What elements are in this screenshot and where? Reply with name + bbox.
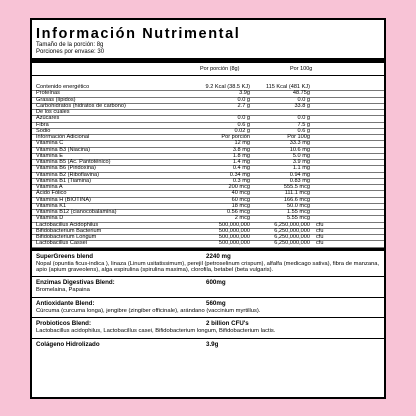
per-100g-value: 0.83 mg [289, 177, 310, 184]
blend-section [32, 318, 384, 338]
per-serving-value: 1.8 mg [232, 152, 250, 159]
blend-name: Colágeno Hidrolizado [36, 340, 100, 348]
per-100g-value: 6,250,000,000 [274, 240, 310, 247]
per-serving-value: 500,000,000 [218, 221, 250, 228]
per-serving-value: 0.56 mcg [226, 209, 250, 215]
nutrient-row [32, 241, 384, 247]
blend-section [32, 277, 384, 297]
per-serving-value: 500,000,000 [218, 234, 250, 240]
nutrient-name: Vitamina E [36, 152, 63, 159]
nutrient-name: De los cuales [36, 109, 70, 115]
per-100g-value: 6,250,000,000 [274, 221, 310, 228]
blend-name: Enzimas Digestivas Blend: [36, 279, 115, 287]
per-serving-header: Por porción (8g) [200, 66, 240, 72]
blend-header [36, 300, 380, 308]
per-serving-value: 12 mg [234, 140, 250, 147]
nutrient-name: Bifidobacterium Longum [36, 234, 97, 240]
blend-header [36, 279, 380, 287]
blend-name: Probioticos Blend: [36, 320, 92, 328]
per-100g-value: 166.6 mcg [283, 196, 310, 203]
unit-label: cfu [316, 221, 324, 228]
nutrient-name: Bifidobacterium Bacterium [36, 227, 102, 234]
per-serving-value: 0.4 mg [232, 165, 250, 172]
per-100g-value: 111.1 mcg [284, 190, 310, 197]
nutrient-name: Vitamina B5 (Ac. Pantoténico) [36, 159, 111, 165]
blend-section [32, 298, 384, 318]
per-serving-value: 18 mcg [231, 202, 250, 209]
per-100g-value: 7.5 g [297, 121, 310, 128]
per-100g-value: 6,250,000,000 [274, 227, 310, 234]
nutrient-name: Vitamina C [36, 140, 64, 147]
blend-name: SuperGreens blend [36, 252, 94, 260]
nutrient-name: Vitamina H (BIOTINA) [36, 196, 91, 203]
per-serving-value: Por porción [221, 134, 250, 140]
per-serving-value: 0.6 g [237, 121, 250, 128]
per-100g-value: 6,250,000,000 [274, 234, 310, 240]
per-100g-value: 555.5 mcg [283, 184, 310, 190]
blend-amount: 2240 mg [206, 252, 231, 260]
serving-size: Tamaño de la porción: 8g [36, 42, 104, 48]
nutrient-name: Vitamina B6 (Piridoxina) [36, 165, 96, 172]
unit-label: cfu [316, 227, 324, 234]
per-serving-value: 0.3 mg [232, 177, 250, 184]
per-serving-value: 1.4 mg [232, 159, 250, 165]
blend-section [32, 251, 384, 278]
per-serving-value: 500,000,000 [218, 227, 250, 234]
per-100g-value: 10.6 mg [289, 146, 310, 153]
blend-section [32, 339, 384, 352]
per-serving-value: 2.7 g [237, 102, 250, 109]
nutrient-name: Vitamina B1 (Tiamina) [36, 177, 92, 184]
nutrient-name: Vitamina B12 (cianocobalamina) [36, 209, 117, 215]
nutrient-name: Vitamina K1 [36, 202, 67, 209]
per-100g-value: 50.0 mcg [286, 202, 310, 209]
per-serving-value: 3.9g [239, 90, 250, 97]
per-100g-value: 0.94 mg [289, 171, 310, 178]
nutrient-name: Carbohidratos (hidratos de carbono) [36, 102, 126, 109]
nutrient-name: Fibra [36, 121, 49, 128]
blend-amount: 560mg [206, 299, 226, 307]
blend-ingredients: Bromelaina, Papaina [36, 287, 90, 294]
nutrient-name: Azúcares [36, 115, 60, 122]
unit-label: cfu [316, 240, 324, 247]
per-100g-value: 1.1 mg [292, 165, 310, 172]
per-serving-value: 500,000,000 [218, 240, 250, 247]
blend-header [36, 253, 380, 261]
per-serving-value: 60 mcg [231, 196, 250, 203]
per-serving-value: 40 mcg [231, 190, 250, 197]
per-serving-value: 200 mcg [228, 184, 250, 190]
per-serving-value: 3.8 mg [232, 146, 250, 153]
blend-ingredients: Lactobacillus acidophilus, Lactobacillus casei, Bifidobacterium longum, Bifidobacterium lactis. [36, 328, 276, 335]
per-100g-value: 33.8 g [294, 102, 310, 109]
blend-header [36, 341, 380, 349]
per-serving-value: 2 mcg [234, 215, 250, 222]
per-100g-header: Por 100g [290, 66, 313, 72]
blend-name: Antioxidante Blend: [36, 299, 95, 307]
blends-section [32, 251, 384, 352]
column-header [32, 63, 384, 76]
per-100g-value: 0.6 g [297, 127, 310, 134]
nutrient-name: Lactobacillus Acidophilus [36, 221, 99, 228]
nutrient-name: Vitamina B3 (Niacina) [36, 146, 90, 153]
nutrition-label [30, 18, 386, 399]
nutrient-name: Vitamina D [36, 215, 64, 222]
blend-amount: 2 billion CFU's [206, 320, 249, 328]
per-100g-value: 1.55 mcg [286, 209, 310, 215]
nutrient-name: Lactobacillus Cassei [36, 240, 87, 247]
blend-ingredients: Cúrcuma (curcuma longa), jengibre (zingiber officinale), arándano (vaccinium myrtillus). [36, 307, 261, 314]
servings-per-container: Porciones por envase: 30 [36, 49, 105, 55]
nutrient-name: Contenido energético [36, 84, 90, 90]
per-100g-value: 48.75g [292, 90, 310, 97]
per-serving-value: 9.2 Kcal (38.5 KJ) [205, 84, 250, 90]
per-serving-value: 0.34 mg [229, 171, 250, 178]
per-100g-value: 0.0 g [297, 115, 310, 122]
unit-label: cfu [316, 234, 324, 240]
nutrient-name: Ácido Fólico [36, 190, 67, 197]
blend-ingredients: Nopal (opuntia ficus-indica ), linaza (Linum usitatissimum), perejil (petroselinum crispum), alfalfa (medicago sativa), fibra de manzana, apio (apium graveolens), alga espirulina (spirulina maxima), clorofila, betabel (beta vulgaris). [36, 260, 380, 273]
per-serving-value: 0.02 g [234, 127, 250, 134]
label-title: Información Nutrimental [36, 26, 241, 42]
per-100g-value: 5.55 mcg [286, 215, 310, 222]
per-serving-value: 0.0 g [237, 96, 250, 103]
per-100g-value: 3.9 mg [292, 159, 310, 165]
nutrient-name: Vitamina B2 (Riboflavina) [36, 171, 100, 178]
nutrient-name: Proteínas [36, 90, 60, 97]
nutrient-table [32, 85, 384, 248]
per-100g-value: 0.0 g [297, 96, 310, 103]
nutrient-name: Grasas (lípidos) [36, 96, 76, 103]
per-100g-value: Por 100g [287, 134, 310, 140]
blend-header [36, 320, 380, 328]
per-100g-value: 33.3 mg [289, 140, 310, 147]
per-100g-value: 115 Kcal (481 KJ) [265, 84, 310, 90]
per-serving-value: 0.0 g [237, 115, 250, 122]
nutrient-name: Sodio [36, 127, 51, 134]
nutrient-name: Vitamina A [36, 184, 63, 190]
per-100g-value: 5.0 mg [292, 152, 310, 159]
blend-amount: 600mg [206, 279, 226, 287]
nutrient-name: Información Adicional [36, 134, 90, 140]
blend-amount: 3.9g [206, 340, 219, 348]
